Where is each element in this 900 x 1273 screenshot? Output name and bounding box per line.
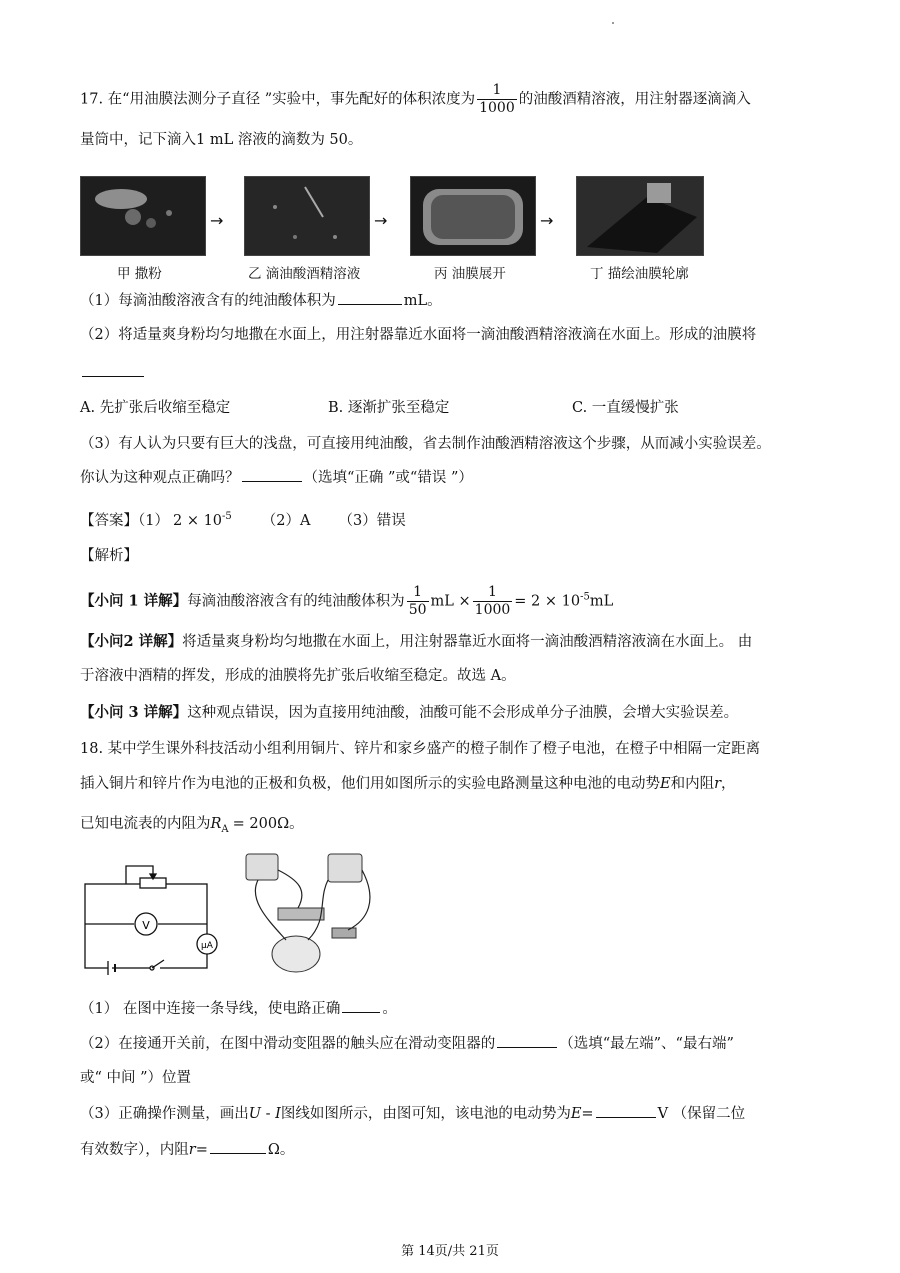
q17-sub3-l1: （3）有人认为只要有巨大的浅盘，可直接用纯油酸，省去制作油酸酒精溶液这个步骤，从而减小实验误差。 — [80, 436, 771, 452]
answer-blank[interactable] — [596, 1103, 656, 1118]
detail-3: 【小问 3 详解】这种观点错误，因为直接用纯油酸，油酸可能不会形成单分子油膜，会增大实验误差。 — [80, 704, 739, 721]
speck — [612, 22, 614, 24]
q18-l2: 插入铜片和锌片作为电池的正极和负极，他们用如图所示的实验电路测量这种电池的电动势E和内阻r， — [80, 776, 736, 792]
q18-l3: 已知电流表的内阻为$R_A = 200\Omega$。 — [80, 816, 304, 835]
caption-1: 甲 撒粉 — [117, 266, 162, 282]
detail-2-l2: 于溶液中酒精的挥发，形成的油膜将先扩张后收缩至稳定。故选 A。 — [80, 668, 516, 684]
photo-drop-solution — [244, 176, 370, 256]
answer-label: 【答案】 — [80, 512, 138, 529]
photo-sprinkle-powder — [80, 176, 206, 256]
caption-3: 丙 油膜展开 — [434, 266, 506, 282]
answer-blank[interactable] — [497, 1033, 557, 1048]
option-a: A. 先扩张后收缩至稳定 — [80, 400, 231, 416]
q18-l1: 18. 某中学生课外科技活动小组利用铜片、锌片和家乡盛产的橙子制作了橙子电池，在橙子中相隔一定距离 — [80, 741, 761, 757]
answer-blank[interactable] — [338, 290, 402, 305]
q18-s1: （1） 在图中连接一条导线，使电路正确 。 — [80, 998, 397, 1019]
arrow-3: → — [540, 211, 554, 230]
answer-blank[interactable] — [82, 362, 144, 377]
answer-blank[interactable] — [210, 1139, 266, 1154]
detail-2-l1: 【小问2 详解】将适量爽身粉均匀地撒在水面上，用注射器靠近水面将一滴油酸酒精溶液滴在水面上。 由 — [80, 633, 753, 650]
detail-1: 【小问 1 详解】每滴油酸溶液含有的纯油酸体积为 $\frac{1}{50}$ mL × $\frac{1}{1000}$ = $2 \times 10^{-5}mL$ — [80, 584, 614, 618]
analysis-label: 【解析】 — [80, 548, 138, 564]
page-footer: 第 14页/共 21页 — [401, 1244, 499, 1259]
q17-line2: 量筒中，记下滴入1 mL 溶液的滴数为 50。 — [80, 132, 363, 148]
answer-line: 【答案】（1） $2 \times 10^{-5}$ （2）A （3）错误 — [80, 511, 406, 529]
answer-blank[interactable] — [242, 467, 302, 482]
apparatus-illustration — [238, 850, 388, 976]
photo-trace-outline — [576, 176, 704, 256]
ammeter-label: μA — [201, 941, 213, 951]
q18-s3-l2: 有效数字），内阻r= Ω。 — [80, 1139, 294, 1160]
q18-s2-l1: （2）在接通开关前，在图中滑动变阻器的触头应在滑动变阻器的 （选填“最左端”、“最右端” — [80, 1033, 734, 1054]
answer-blank[interactable] — [342, 998, 380, 1013]
voltmeter-label: V — [142, 919, 150, 932]
circuit-diagram — [80, 852, 220, 976]
photo-film-spread — [410, 176, 536, 256]
q17-sub1: （1）每滴油酸溶液含有的纯油酸体积为 mL。 — [80, 290, 442, 311]
q17-text: 17. 在“用油膜法测分子直径 ”实验中，事先配好的体积浓度为 — [80, 91, 476, 108]
caption-2: 乙 滴油酸酒精溶液 — [248, 266, 361, 282]
q18-s3-l1: （3）正确操作测量，画出U - I图线如图所示，由图可知，该电池的电动势为E= V （保留二位 — [80, 1103, 745, 1124]
q17-sub2: （2）将适量爽身粉均匀地撒在水面上，用注射器靠近水面将一滴油酸酒精溶液滴在水面上。形成的油膜将 — [80, 327, 757, 343]
q17-options — [80, 398, 230, 418]
caption-4: 丁 描绘油膜轮廓 — [590, 266, 689, 282]
q17-sub3-l2: 你认为这种观点正确吗？ （选填“正确 ”或“错误 ”） — [80, 467, 473, 488]
option-c: C. 一直缓慢扩张 — [572, 400, 679, 416]
arrow-1: → — [210, 211, 224, 230]
q17-line1: 17. 在“用油膜法测分子直径 ”实验中，事先配好的体积浓度为 $\frac{1}{1000}$ 的油酸酒精溶液，用注射器逐滴滴入 — [80, 82, 751, 116]
q18-s2-l2: 或“ 中间 ”）位置 — [80, 1070, 192, 1086]
fraction-1-1000: $\frac{1}{1000}$ — [479, 82, 515, 116]
q17-sub2-blank-line — [80, 362, 146, 383]
option-b: B. 逐渐扩张至稳定 — [328, 400, 450, 416]
arrow-2: → — [374, 211, 388, 230]
